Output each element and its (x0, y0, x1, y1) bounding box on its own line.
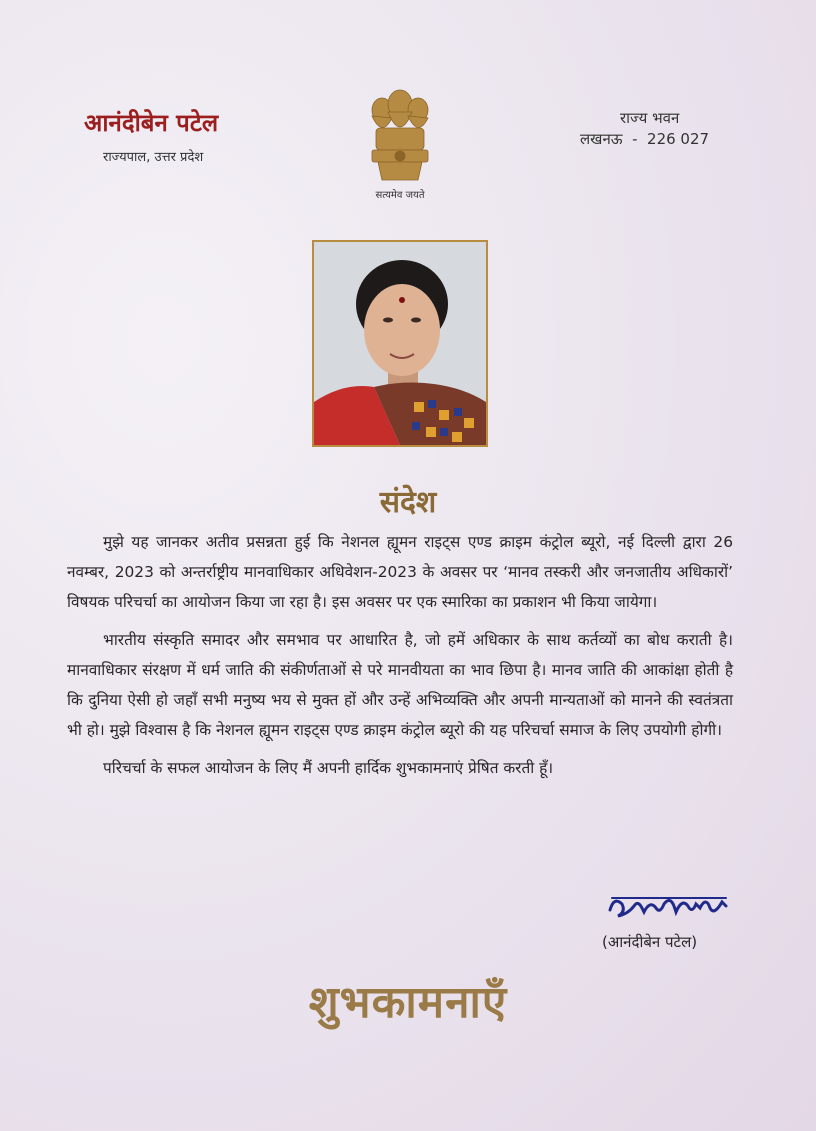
message-heading: संदेश (379, 485, 437, 520)
portrait-illustration (314, 242, 486, 445)
message-body (67, 527, 733, 791)
governor-designation: राज्यपाल, उत्तर प्रदेश (103, 150, 204, 165)
governor-name: आनंदीबेन पटेल (84, 109, 219, 137)
best-wishes-footer: शुभकामनाएँ (308, 977, 508, 1028)
address-line-1: राज्य भवन (620, 109, 680, 127)
governor-portrait (312, 240, 488, 447)
message-paragraph-1: मुझे यह जानकर अतीव प्रसन्नता हुई कि नेशनल ह्यूमन राइट्स एण्ड क्राइम कंट्रोल ब्यूरो, नई दिल्ली द्वारा 26 नवम्बर, 2023 को अन्तर्राष्ट्रीय मानवाधिकार अधिवेशन-2023 के अवसर पर ‘मानव तस्करी और जनजातीय अधिकारों’ विषयक परिचर्चा का आयोजन किया जा रहा है। इस अवसर पर एक स्मारिका का प्रकाशन भी किया जायेगा। (67, 533, 733, 611)
emblem-motto: सत्यमेव जयते (375, 190, 425, 201)
message-paragraph-2: भारतीय संस्कृति समादर और समभाव पर आधारित है, जो हमें अधिकार के साथ कर्तव्यों का बोध कराती है। मानवाधिकार संरक्षण में धर्म जाति की संकीर्णताओं से परे मानवीयता का भाव छिपा है। मानव जाति की आकांक्षा होती है कि दुनिया ऐसी हो जहाँ सभी मनुष्य भय से मुक्त हों और उन्हें अभिव्यक्ति और अपनी मान्यताओं को मानने की स्वतंत्रता भी हो। मुझे विश्वास है कि नेशनल ह्यूमन राइट्स एण्ड क्राइम कंट्रोल ब्यूरो की यह परिचर्चा समाज के लिए उपयोगी होगी। (67, 631, 733, 739)
handwritten-signature (604, 886, 734, 926)
signatory-name: (आनंदीबेन पटेल) (602, 933, 698, 951)
message-paragraph-3: परिचर्चा के सफल आयोजन के लिए मैं अपनी हार्दिक शुभकामनाएं प्रेषित करती हूँ। (103, 759, 554, 777)
address-line-2: लखनऊ - 226 027 (580, 130, 710, 148)
